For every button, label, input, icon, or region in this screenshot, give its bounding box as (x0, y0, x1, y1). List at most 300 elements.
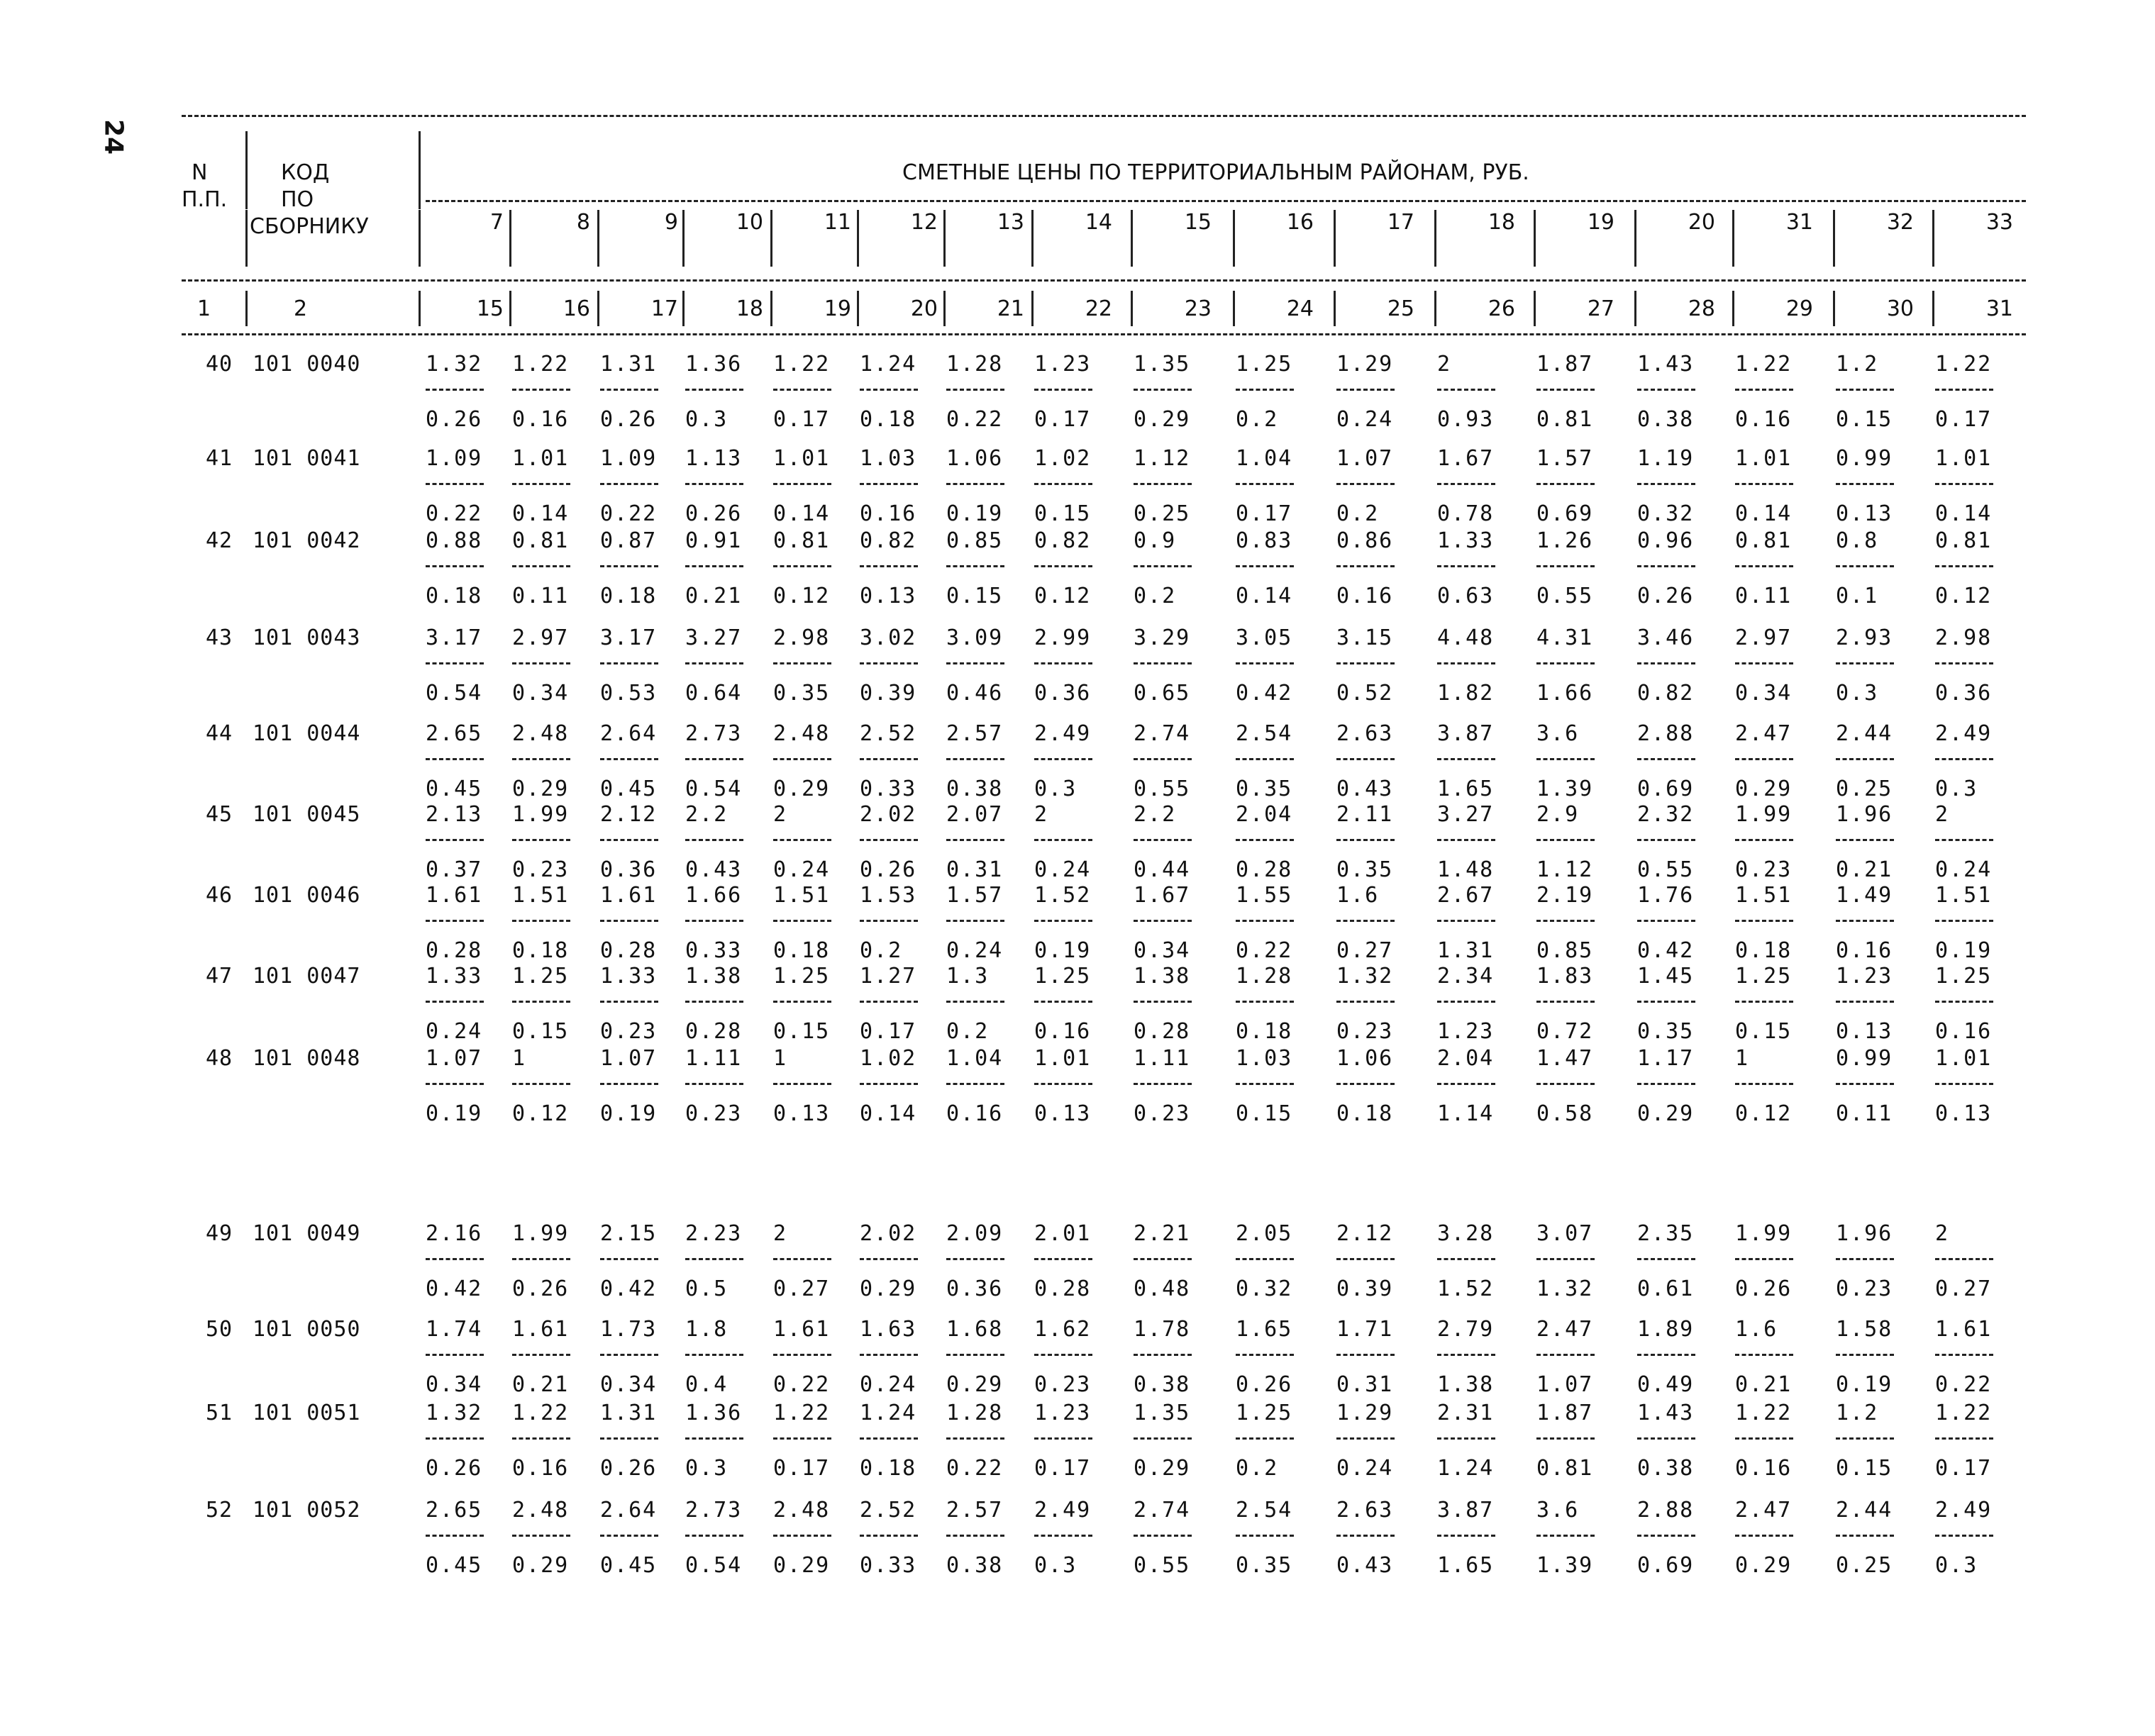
fraction-bar (946, 839, 1004, 841)
fraction-bar (685, 1437, 743, 1440)
price-top: 1.51 (773, 883, 831, 908)
price-top: 3.17 (426, 625, 483, 650)
price-bottom: 0.4 (685, 1372, 729, 1397)
fraction-bar (1637, 483, 1695, 485)
price-bottom: 0.18 (512, 938, 570, 963)
fraction-bar (1935, 1535, 1993, 1537)
fraction-bar (1437, 1258, 1495, 1260)
price-top: 1.12 (1134, 446, 1191, 471)
fraction-bar (860, 839, 918, 841)
price-bottom: 0.38 (1637, 1456, 1695, 1481)
price-bottom: 0.55 (1134, 1553, 1191, 1578)
fraction-bar (1935, 1437, 1993, 1440)
district-header-7: 7 (489, 210, 504, 235)
fraction-bar (1134, 1535, 1192, 1537)
header-col2-line2: ПО (281, 187, 314, 212)
price-bottom: 0.24 (946, 938, 1004, 963)
header-divider (1233, 210, 1235, 267)
price-bottom: 0.16 (1034, 1019, 1092, 1044)
price-top: 1.22 (1935, 352, 1993, 377)
fraction-bar (1336, 1437, 1395, 1440)
price-bottom: 0.33 (685, 938, 743, 963)
price-bottom: 0.36 (600, 857, 658, 882)
price-top: 1.27 (860, 964, 917, 989)
fraction-bar (426, 662, 484, 664)
price-top: 2.73 (685, 721, 743, 746)
fraction-bar (1935, 662, 1993, 664)
price-top: 3.87 (1437, 1498, 1495, 1523)
fraction-bar (426, 839, 484, 841)
row-number: 40 (206, 352, 233, 377)
price-top: 2.12 (1336, 1221, 1394, 1246)
price-bottom: 1.07 (1536, 1372, 1594, 1397)
price-top: 1.25 (512, 964, 570, 989)
fraction-bar (426, 1437, 484, 1440)
price-bottom: 0.29 (946, 1372, 1004, 1397)
fraction-bar (685, 1258, 743, 1260)
price-bottom: 0.81 (1536, 407, 1594, 432)
price-top: 1 (773, 1046, 788, 1071)
price-bottom: 0.43 (685, 857, 743, 882)
price-top: 1.25 (1935, 964, 1993, 989)
price-top: 1.74 (426, 1317, 483, 1342)
fraction-bar (860, 1535, 918, 1537)
price-bottom: 0.45 (600, 1553, 658, 1578)
price-top: 2.54 (1236, 1498, 1293, 1523)
fraction-bar (1735, 1437, 1793, 1440)
fraction-bar (946, 565, 1004, 567)
price-top: 3.27 (685, 625, 743, 650)
price-top: 2.49 (1034, 721, 1092, 746)
fraction-bar (1536, 1437, 1595, 1440)
fraction-bar (1536, 483, 1595, 485)
price-bottom: 1.32 (1536, 1276, 1594, 1301)
price-bottom: 0.34 (512, 681, 570, 706)
price-bottom: 0.22 (426, 501, 483, 526)
price-top: 2.63 (1336, 721, 1394, 746)
column-number-16: 16 (563, 296, 590, 321)
price-bottom: 0.42 (1236, 681, 1293, 706)
price-bottom: 0.27 (773, 1276, 831, 1301)
column-number-22: 22 (1085, 296, 1112, 321)
price-top: 3.02 (860, 625, 917, 650)
price-bottom: 0.3 (1836, 681, 1879, 706)
fraction-bar (860, 758, 918, 760)
fraction-bar (773, 1258, 831, 1260)
price-top: 1.22 (512, 1401, 570, 1425)
price-top: 1.01 (1935, 446, 1993, 471)
price-top: 1.67 (1134, 883, 1191, 908)
price-top: 1.38 (685, 964, 743, 989)
price-bottom: 0.55 (1536, 584, 1594, 608)
price-bottom: 0.27 (1935, 1276, 1993, 1301)
price-top: 0.9 (1134, 528, 1177, 553)
price-top: 2.21 (1134, 1221, 1191, 1246)
fraction-bar (1836, 758, 1894, 760)
price-bottom: 0.1 (1836, 584, 1879, 608)
price-bottom: 0.14 (1935, 501, 1993, 526)
fraction-bar (1437, 1083, 1495, 1085)
price-top: 2.98 (1935, 625, 1993, 650)
price-top: 1.09 (426, 446, 483, 471)
fraction-bar (1836, 920, 1894, 922)
price-bottom: 1.82 (1437, 681, 1495, 706)
price-bottom: 0.21 (1735, 1372, 1793, 1397)
price-top: 1.89 (1637, 1317, 1695, 1342)
row-code: 101 0040 (253, 352, 361, 377)
price-top: 2.44 (1836, 721, 1893, 746)
price-top: 2.48 (512, 721, 570, 746)
price-top: 1 (1735, 1046, 1750, 1071)
column-number-15: 15 (476, 296, 504, 321)
fraction-bar (512, 483, 570, 485)
price-bottom: 1.39 (1536, 1553, 1594, 1578)
price-top: 0.96 (1637, 528, 1695, 553)
price-bottom: 0.26 (426, 407, 483, 432)
price-top: 1.01 (512, 446, 570, 471)
price-bottom: 0.15 (1735, 1019, 1793, 1044)
price-bottom: 0.22 (946, 407, 1004, 432)
price-top: 1.06 (946, 446, 1004, 471)
price-bottom: 0.28 (1236, 857, 1293, 882)
header-divider (1131, 210, 1133, 267)
fraction-bar (1034, 758, 1092, 760)
price-bottom: 0.69 (1637, 777, 1695, 801)
fraction-bar (1836, 1437, 1894, 1440)
price-bottom: 0.24 (1336, 1456, 1394, 1481)
column-number-30: 30 (1886, 296, 1914, 321)
fraction-bar (600, 1001, 658, 1003)
price-top: 1.17 (1637, 1046, 1695, 1071)
row-code: 101 0044 (253, 721, 361, 746)
price-top: 1.35 (1134, 352, 1191, 377)
price-bottom: 0.3 (1935, 777, 1978, 801)
fraction-bar (1735, 839, 1793, 841)
district-header-12: 12 (910, 210, 938, 235)
price-top: 2.65 (426, 721, 483, 746)
price-bottom: 0.2 (946, 1019, 990, 1044)
price-top: 0.82 (1034, 528, 1092, 553)
fraction-bar (1236, 389, 1294, 391)
price-top: 1.78 (1134, 1317, 1191, 1342)
fraction-bar (512, 920, 570, 922)
row-number: 48 (206, 1046, 233, 1071)
price-top: 1.32 (426, 352, 483, 377)
price-top: 1.22 (1735, 1401, 1793, 1425)
price-top: 0.81 (1735, 528, 1793, 553)
header-divider (1534, 210, 1536, 267)
price-top: 2.79 (1437, 1317, 1495, 1342)
price-bottom: 0.32 (1637, 501, 1695, 526)
fraction-bar (1336, 483, 1395, 485)
price-top: 1.26 (1536, 528, 1594, 553)
fraction-bar (1637, 839, 1695, 841)
price-top: 3.29 (1134, 625, 1191, 650)
price-bottom: 0.19 (1034, 938, 1092, 963)
price-bottom: 0.22 (946, 1456, 1004, 1481)
price-top: 1.87 (1536, 352, 1594, 377)
price-bottom: 0.65 (1134, 681, 1191, 706)
price-top: 2.9 (1536, 802, 1580, 827)
fraction-bar (1536, 920, 1595, 922)
fraction-bar (685, 483, 743, 485)
header-divider (1233, 291, 1235, 326)
price-bottom: 0.13 (860, 584, 917, 608)
price-top: 2.23 (685, 1221, 743, 1246)
fraction-bar (600, 1083, 658, 1085)
header-bottom-rule (182, 333, 2026, 335)
fraction-bar (1935, 1001, 1993, 1003)
price-bottom: 0.61 (1637, 1276, 1695, 1301)
fraction-bar (1034, 483, 1092, 485)
fraction-bar (600, 389, 658, 391)
price-bottom: 0.38 (1637, 407, 1695, 432)
fraction-bar (1034, 1535, 1092, 1537)
fraction-bar (1437, 1001, 1495, 1003)
price-bottom: 0.24 (773, 857, 831, 882)
fraction-bar (1134, 758, 1192, 760)
fraction-bar (426, 1083, 484, 1085)
fraction-bar (512, 839, 570, 841)
price-top: 2 (773, 1221, 788, 1246)
header-col2-number: 2 (294, 296, 308, 321)
fraction-bar (946, 662, 1004, 664)
price-bottom: 0.13 (1836, 501, 1893, 526)
header-divider (1634, 210, 1636, 267)
price-top: 1.25 (1236, 352, 1293, 377)
price-top: 2.16 (426, 1221, 483, 1246)
fraction-bar (860, 920, 918, 922)
fraction-bar (1536, 1083, 1595, 1085)
price-bottom: 0.14 (773, 501, 831, 526)
price-top: 3.09 (946, 625, 1004, 650)
fraction-bar (1336, 758, 1395, 760)
fraction-bar (1034, 1354, 1092, 1356)
price-bottom: 0.38 (1134, 1372, 1191, 1397)
price-bottom: 0.37 (426, 857, 483, 882)
price-top: 1.83 (1536, 964, 1594, 989)
price-top: 1.6 (1336, 883, 1380, 908)
price-top: 2.48 (773, 1498, 831, 1523)
row-number: 52 (206, 1498, 233, 1523)
price-top: 1.29 (1336, 352, 1394, 377)
row-number: 43 (206, 625, 233, 650)
price-bottom: 0.24 (426, 1019, 483, 1044)
fraction-bar (773, 483, 831, 485)
price-bottom: 0.15 (946, 584, 1004, 608)
fraction-bar (1836, 483, 1894, 485)
price-bottom: 0.12 (773, 584, 831, 608)
fraction-bar (1336, 1535, 1395, 1537)
price-top: 2.99 (1034, 625, 1092, 650)
price-top: 1.04 (946, 1046, 1004, 1071)
price-bottom: 0.12 (1034, 584, 1092, 608)
header-divider (770, 291, 772, 326)
price-bottom: 0.28 (1034, 1276, 1092, 1301)
price-bottom: 0.23 (1336, 1019, 1394, 1044)
price-top: 1.68 (946, 1317, 1004, 1342)
price-top: 2.12 (600, 802, 658, 827)
price-bottom: 0.15 (1236, 1101, 1293, 1126)
header-divider (419, 291, 421, 326)
header-divider (857, 210, 859, 267)
fraction-bar (1236, 1535, 1294, 1537)
price-bottom: 0.32 (1236, 1276, 1293, 1301)
price-top: 2.97 (1735, 625, 1793, 650)
price-bottom: 0.26 (426, 1456, 483, 1481)
price-bottom: 0.42 (1637, 938, 1695, 963)
price-bottom: 0.45 (426, 1553, 483, 1578)
price-top: 1.52 (1034, 883, 1092, 908)
price-bottom: 0.13 (1935, 1101, 1993, 1126)
price-top: 2.31 (1437, 1401, 1495, 1425)
price-top: 2.93 (1836, 625, 1893, 650)
header-divider (943, 291, 946, 326)
district-header-13: 13 (997, 210, 1024, 235)
header-divider (1031, 210, 1034, 267)
column-number-17: 17 (650, 296, 678, 321)
price-top: 3.05 (1236, 625, 1293, 650)
row-number: 49 (206, 1221, 233, 1246)
fraction-bar (600, 483, 658, 485)
fraction-bar (1637, 1001, 1695, 1003)
fraction-bar (1034, 389, 1092, 391)
price-top: 1.53 (860, 883, 917, 908)
price-top: 1.01 (1735, 446, 1793, 471)
price-top: 1.99 (1735, 1221, 1793, 1246)
fraction-bar (1735, 389, 1793, 391)
price-top: 1.01 (773, 446, 831, 471)
fraction-bar (860, 1354, 918, 1356)
price-bottom: 0.12 (1735, 1101, 1793, 1126)
fraction-bar (1536, 1535, 1595, 1537)
price-top: 1.23 (1034, 1401, 1092, 1425)
price-top: 2.52 (860, 721, 917, 746)
header-divider (509, 291, 511, 326)
fraction-bar (1536, 1354, 1595, 1356)
price-bottom: 1.66 (1536, 681, 1594, 706)
fraction-bar (1034, 1437, 1092, 1440)
price-top: 1.45 (1637, 964, 1695, 989)
fraction-bar (1536, 1001, 1595, 1003)
fraction-bar (1034, 565, 1092, 567)
price-top: 1.11 (1134, 1046, 1191, 1071)
table-title: СМЕТНЫЕ ЦЕНЫ ПО ТЕРРИТОРИАЛЬНЫМ РАЙОНАМ, РУБ. (902, 160, 1529, 185)
fraction-bar (1735, 483, 1793, 485)
price-bottom: 0.26 (860, 857, 917, 882)
header-divider (1932, 210, 1934, 267)
price-top: 2.57 (946, 721, 1004, 746)
fraction-bar (1836, 565, 1894, 567)
price-top: 1.28 (946, 352, 1004, 377)
fraction-bar (1735, 1083, 1793, 1085)
fraction-bar (512, 1001, 570, 1003)
fraction-bar (1336, 1258, 1395, 1260)
row-number: 41 (206, 446, 233, 471)
price-bottom: 0.38 (946, 777, 1004, 801)
row-code: 101 0047 (253, 964, 361, 989)
price-bottom: 1.12 (1536, 857, 1594, 882)
price-bottom: 0.28 (600, 938, 658, 963)
price-bottom: 0.16 (946, 1101, 1004, 1126)
price-top: 2.15 (600, 1221, 658, 1246)
fraction-bar (1836, 1354, 1894, 1356)
district-header-10: 10 (736, 210, 763, 235)
price-bottom: 0.42 (600, 1276, 658, 1301)
price-bottom: 0.29 (773, 777, 831, 801)
price-bottom: 0.82 (1637, 681, 1695, 706)
fraction-bar (773, 839, 831, 841)
price-bottom: 0.23 (685, 1101, 743, 1126)
fraction-bar (1735, 1535, 1793, 1537)
price-bottom: 0.78 (1437, 501, 1495, 526)
price-top: 1.43 (1637, 352, 1695, 377)
fraction-bar (1134, 565, 1192, 567)
header-divider (419, 210, 421, 267)
header-divider (1131, 291, 1133, 326)
price-bottom: 0.29 (860, 1276, 917, 1301)
fraction-bar (1935, 1258, 1993, 1260)
price-bottom: 0.18 (1236, 1019, 1293, 1044)
header-divider (943, 210, 946, 267)
district-header-33: 33 (1985, 210, 2013, 235)
column-number-27: 27 (1587, 296, 1614, 321)
price-bottom: 0.21 (512, 1372, 570, 1397)
price-bottom: 0.53 (600, 681, 658, 706)
price-top: 2.67 (1437, 883, 1495, 908)
fraction-bar (1735, 758, 1793, 760)
price-bottom: 0.23 (1134, 1101, 1191, 1126)
fraction-bar (946, 1001, 1004, 1003)
fraction-bar (773, 1083, 831, 1085)
fraction-bar (600, 1258, 658, 1260)
fraction-bar (685, 920, 743, 922)
price-bottom: 0.55 (1637, 857, 1695, 882)
fraction-bar (946, 1437, 1004, 1440)
fraction-bar (1034, 1083, 1092, 1085)
price-top: 2.74 (1134, 721, 1191, 746)
fraction-bar (1637, 1354, 1695, 1356)
price-top: 1.25 (773, 964, 831, 989)
price-bottom: 0.17 (1935, 1456, 1993, 1481)
fraction-bar (426, 1354, 484, 1356)
fraction-bar (773, 1354, 831, 1356)
title-underline-rule (426, 200, 2026, 202)
page-number: 24 (99, 118, 128, 155)
price-bottom: 0.14 (512, 501, 570, 526)
fraction-bar (1437, 1354, 1495, 1356)
price-top: 1.07 (600, 1046, 658, 1071)
header-divider (245, 210, 248, 267)
fraction-bar (1935, 1354, 1993, 1356)
header-col2-line3: СБОРНИКУ (250, 214, 369, 239)
price-top: 2.19 (1536, 883, 1594, 908)
price-top: 1.11 (685, 1046, 743, 1071)
fraction-bar (1536, 1258, 1595, 1260)
price-top: 1.09 (600, 446, 658, 471)
price-top: 2.65 (426, 1498, 483, 1523)
fraction-bar (1034, 920, 1092, 922)
price-top: 1.01 (1034, 1046, 1092, 1071)
fraction-bar (512, 1535, 570, 1537)
row-number: 50 (206, 1317, 233, 1342)
fraction-bar (1536, 389, 1595, 391)
price-bottom: 0.14 (860, 1101, 917, 1126)
fraction-bar (1236, 662, 1294, 664)
price-top: 2 (1935, 802, 1950, 827)
price-bottom: 0.69 (1536, 501, 1594, 526)
price-bottom: 1.31 (1437, 938, 1495, 963)
